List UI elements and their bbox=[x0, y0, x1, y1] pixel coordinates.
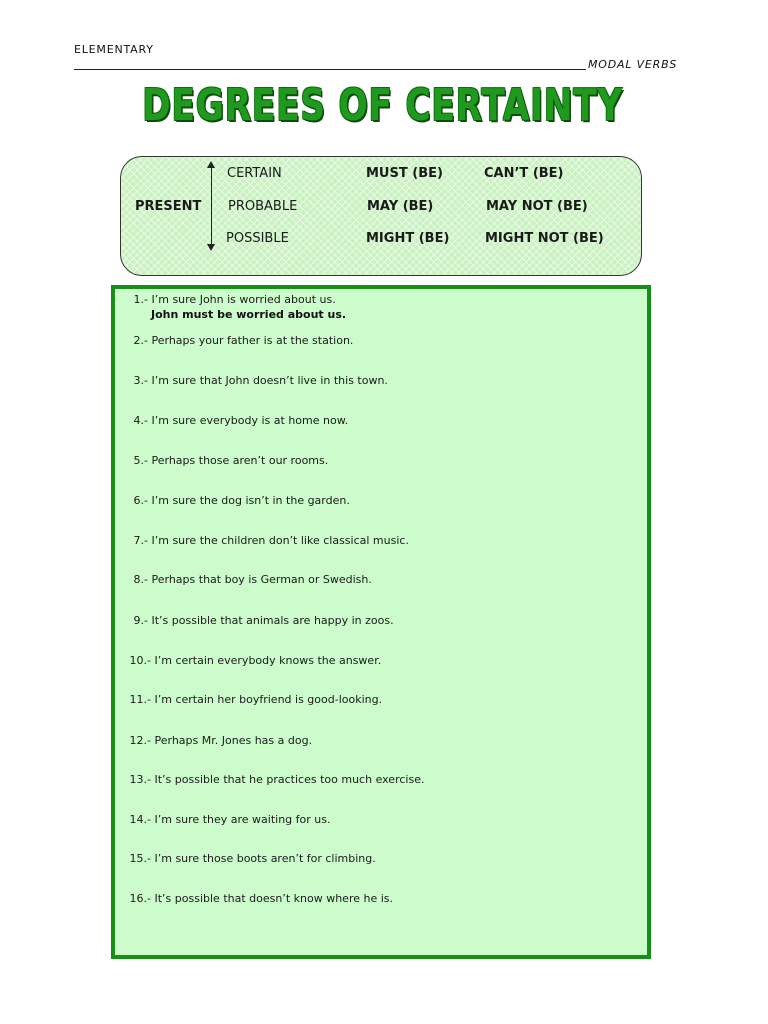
time-label: PRESENT bbox=[135, 199, 202, 214]
list-item bbox=[0, 614, 394, 627]
item-text: I’m sure John is worried about us. bbox=[151, 293, 336, 306]
item-number: 7.- bbox=[133, 534, 148, 547]
modal-might-not: MIGHT NOT (BE) bbox=[485, 231, 604, 246]
list-item bbox=[0, 374, 388, 387]
list-item bbox=[0, 334, 353, 347]
item-text: It’s possible that doesn’t know where he is. bbox=[154, 892, 394, 905]
item-number: 16.- bbox=[129, 892, 151, 905]
item-text: Perhaps those aren’t our rooms. bbox=[151, 454, 329, 467]
worksheet-title: DEGREES OF CERTAINTY bbox=[142, 80, 624, 131]
list-item bbox=[0, 573, 372, 586]
item-number: 6.- bbox=[133, 494, 148, 507]
degree-possible: POSSIBLE bbox=[226, 231, 289, 246]
item-text: Perhaps that boy is German or Swedish. bbox=[151, 573, 372, 586]
item-text: I’m sure those boots aren’t for climbing. bbox=[154, 852, 376, 865]
modal-might: MIGHT (BE) bbox=[366, 231, 450, 246]
list-item bbox=[0, 414, 348, 427]
list-item bbox=[0, 534, 409, 547]
modal-may: MAY (BE) bbox=[367, 199, 434, 214]
item-text: I’m sure the children don’t like classical music. bbox=[151, 534, 409, 547]
item-number: 14.- bbox=[129, 813, 151, 826]
item-number: 12.- bbox=[129, 734, 151, 747]
list-item bbox=[0, 734, 312, 747]
list-item bbox=[0, 654, 381, 667]
list-item bbox=[0, 454, 328, 467]
list-item bbox=[0, 293, 336, 306]
level-label: ELEMENTARY bbox=[74, 43, 154, 56]
list-item bbox=[0, 494, 350, 507]
item-number: 13.- bbox=[129, 773, 151, 786]
degree-probable: PROBABLE bbox=[228, 199, 298, 214]
example-answer: John must be worried about us. bbox=[151, 308, 347, 321]
item-text: I’m certain everybody knows the answer. bbox=[154, 654, 382, 667]
item-number: 8.- bbox=[133, 573, 148, 586]
item-text: It’s possible that animals are happy in zoos. bbox=[151, 614, 394, 627]
item-number: 3.- bbox=[133, 374, 148, 387]
item-number: 9.- bbox=[133, 614, 148, 627]
item-number: 2.- bbox=[133, 334, 148, 347]
item-text: It’s possible that he practices too much exercise. bbox=[154, 773, 425, 786]
item-number: 15.- bbox=[129, 852, 151, 865]
item-text: I’m sure everybody is at home now. bbox=[151, 414, 349, 427]
list-item bbox=[0, 773, 424, 786]
item-number: 11.- bbox=[129, 693, 151, 706]
list-item bbox=[0, 852, 376, 865]
item-text: I’m sure they are waiting for us. bbox=[154, 813, 331, 826]
topic-label: MODAL VERBS bbox=[588, 58, 678, 71]
modal-may-not: MAY NOT (BE) bbox=[486, 199, 588, 214]
list-item bbox=[0, 813, 330, 826]
item-number: 5.- bbox=[133, 454, 148, 467]
item-text: I’m certain her boyfriend is good-looking. bbox=[154, 693, 383, 706]
item-number: 1.- bbox=[133, 293, 148, 306]
item-number: 10.- bbox=[129, 654, 151, 667]
item-number: 4.- bbox=[133, 414, 148, 427]
certainty-scale-line bbox=[211, 166, 212, 246]
header-rule bbox=[74, 69, 586, 70]
item-text: I’m sure that John doesn’t live in this town. bbox=[151, 374, 388, 387]
item-text: Perhaps Mr. Jones has a dog. bbox=[154, 734, 313, 747]
arrow-up-icon bbox=[207, 161, 215, 168]
modal-must: MUST (BE) bbox=[366, 166, 443, 181]
degree-certain: CERTAIN bbox=[227, 166, 282, 181]
list-item bbox=[0, 892, 393, 905]
item-text: Perhaps your father is at the station. bbox=[151, 334, 354, 347]
modal-cant: CAN’T (BE) bbox=[484, 166, 564, 181]
list-item bbox=[0, 693, 382, 706]
arrow-down-icon bbox=[207, 244, 215, 251]
item-text: I’m sure the dog isn’t in the garden. bbox=[151, 494, 350, 507]
